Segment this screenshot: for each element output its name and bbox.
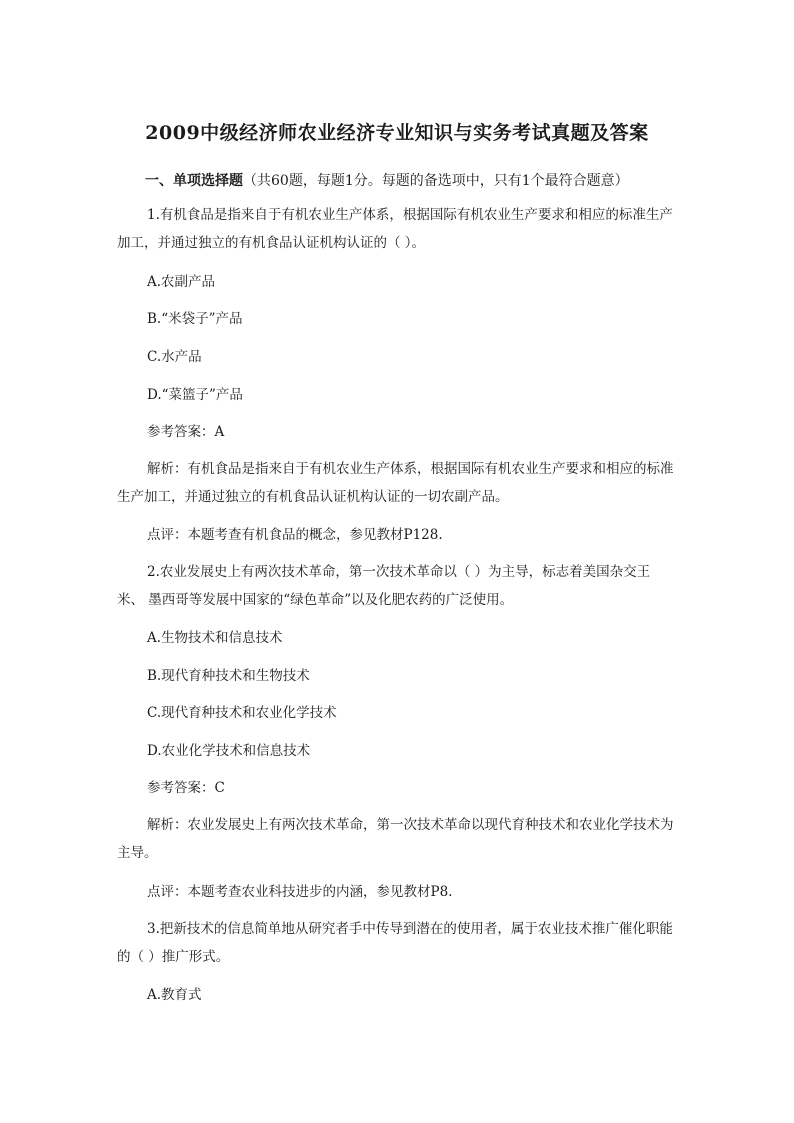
q1-option-b: B.“米袋子”产品: [147, 311, 243, 327]
section-note: （共60题，每题1分。每题的备选项中，只有1个最符合题意）: [243, 173, 629, 189]
q2-analysis: 解析：农业发展史上有两次技术革命，第一次技术革命以现代育种技术和农业化学技术为主导。: [117, 817, 674, 861]
document-title: 2009中级经济师农业经济专业知识与实务考试真题及答案: [145, 122, 649, 144]
q1-comment: 点评：本题考查有机食品的概念，参见教材P128.: [147, 527, 443, 543]
q3-option-a: A.教育式: [147, 987, 202, 1003]
section-heading: 一、单项选择题: [145, 173, 243, 189]
q2-answer: 参考答案：C: [147, 780, 225, 796]
q1-analysis: 解析：有机食品是指来自于有机农业生产体系，根据国际有机农业生产要求和相应的标准生产加工，并通过独立的有机食品认证机构认证的一切农副产品。: [117, 461, 674, 505]
q2-option-b: B.现代育种技术和生物技术: [147, 668, 310, 684]
q2-comment: 点评：本题考查农业科技进步的内涵，参见教材P8.: [147, 884, 453, 900]
q1-stem: 1.有机食品是指来自于有机农业生产体系，根据国际有机农业生产要求和相应的标准生产加工，并通过独立的有机食品认证机构认证的（ ）。: [117, 207, 673, 251]
section-heading-line: [145, 170, 629, 190]
q2-stem: 2.农业发展史上有两次技术革命，第一次技术革命以（ ）为主导，标志着美国杂交王米、 墨西哥等发展中国家的“绿色革命”以及化肥农药的广泛使用。: [117, 564, 651, 608]
q3-stem: 3.把新技术的信息简单地从研究者手中传导到潜在的使用者，属于农业技术推广催化职能的（ ）推广形式。: [117, 921, 673, 965]
q1-option-a: A.农副产品: [147, 274, 216, 290]
q2-option-a: A.生物技术和信息技术: [147, 630, 283, 646]
q2-option-c: C.现代育种技术和农业化学技术: [147, 705, 337, 721]
q1-answer: 参考答案：A: [147, 424, 225, 440]
q1-option-c: C.水产品: [147, 349, 202, 365]
q1-option-d: D.“菜篮子”产品: [147, 387, 243, 403]
q2-option-d: D.农业化学技术和信息技术: [147, 743, 311, 759]
